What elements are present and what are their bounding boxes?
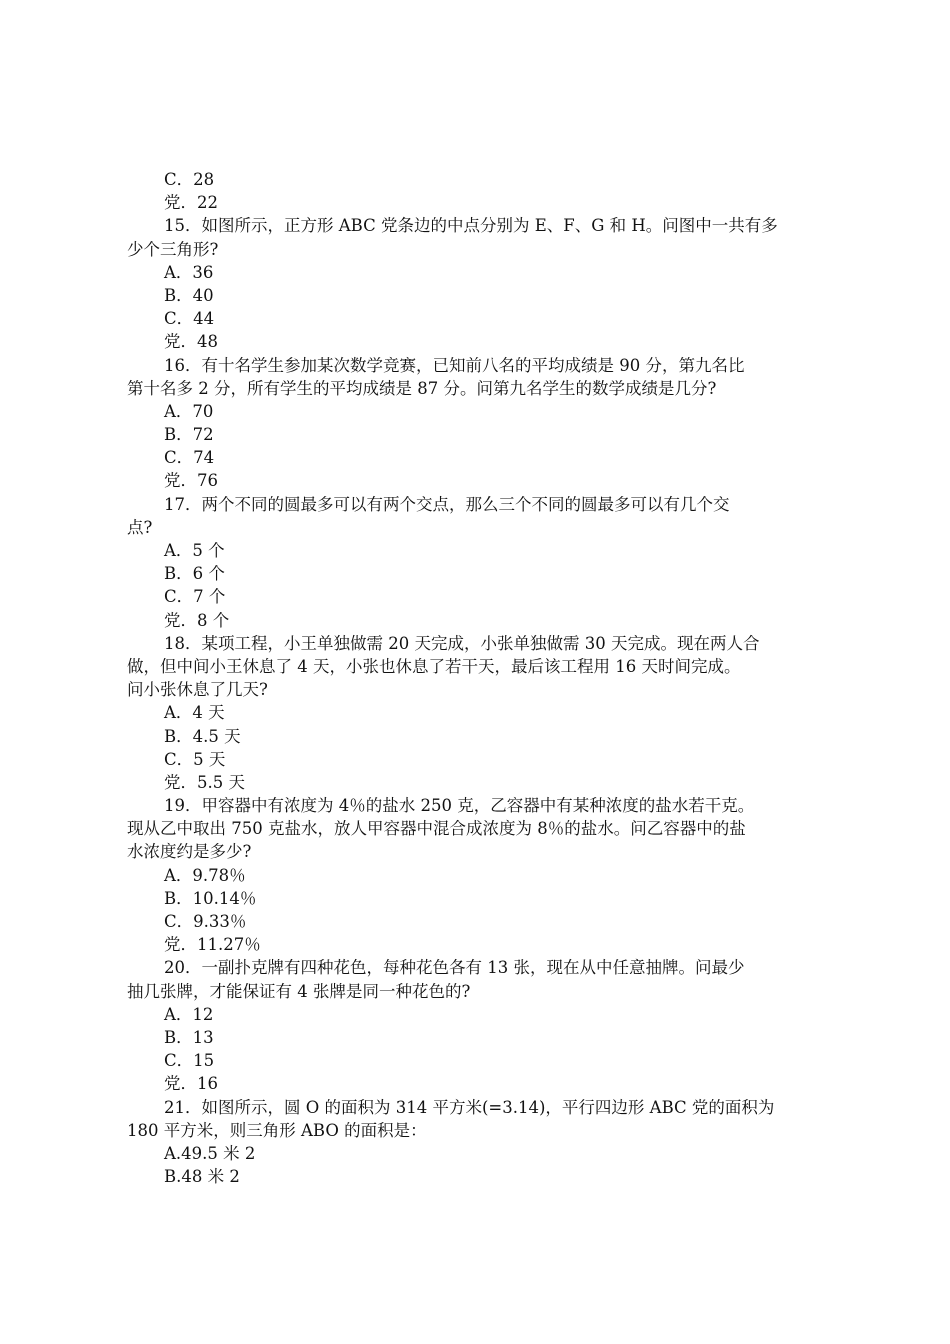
answer-option: B．13: [164, 1027, 214, 1047]
question-text: 15．如图所示，正方形 ABC 党条边的中点分别为 E、F、G 和 H。问图中一共有多: [164, 216, 778, 236]
answer-option: 党．11.27％: [164, 935, 261, 955]
answer-option: A.49.5 米 2: [164, 1143, 256, 1163]
answer-option: A．70: [164, 401, 214, 421]
answer-option: C．7 个: [164, 587, 226, 607]
answer-option: A．5 个: [164, 541, 225, 560]
answer-option: A．4 天: [164, 703, 225, 723]
question-text: 21．如图所示，圆 O 的面积为 314 平方米(=3.14)，平行四边形 ABC 党的面积为: [164, 1097, 775, 1117]
answer-option: C．5 天: [164, 749, 226, 769]
answer-option: B．10.14％: [164, 888, 257, 908]
question-text-continued: 做，但中间小王休息了 4 天，小张也休息了若干天，最后该工程用 16 天时间完成。: [127, 656, 741, 676]
question-text: 19．甲容器中有浓度为 4％的盐水 250 克，乙容器中有某种浓度的盐水若干克。: [164, 796, 755, 816]
answer-option: 党．16: [164, 1074, 218, 1094]
question-text: 16．有十名学生参加某次数学竞赛，已知前八名的平均成绩是 90 分，第九名比: [164, 355, 745, 375]
question-text-continued: 问小张休息了几天?: [127, 680, 268, 700]
answer-option: B．4.5 天: [164, 726, 241, 746]
answer-option: B．40: [164, 285, 214, 305]
question-text-continued: 现从乙中取出 750 克盐水，放人甲容器中混合成浓度为 8％的盐水。问乙容器中的盐: [127, 819, 746, 839]
answer-option: C．9.33％: [164, 912, 247, 931]
question-text-continued: 水浓度约是多少?: [127, 842, 252, 862]
answer-option: C．74: [164, 448, 215, 468]
answer-option: B.48 米 2: [164, 1167, 240, 1187]
question-text-continued: 180 平方米，则三角形 ABO 的面积是：: [127, 1120, 427, 1140]
answer-option: 党．8 个: [164, 610, 230, 630]
answer-option: 党．48: [164, 332, 218, 352]
answer-option: C．44: [164, 309, 215, 329]
answer-option: C．15: [164, 1051, 215, 1071]
answer-option: B．6 个: [164, 564, 225, 584]
question-text: 17．两个不同的圆最多可以有两个交点，那么三个不同的圆最多可以有几个交: [164, 494, 730, 514]
question-text-continued: 点?: [127, 517, 153, 537]
answer-option: B．72: [164, 425, 214, 445]
answer-option: A．36: [164, 262, 214, 282]
answer-option: 党．22: [164, 193, 218, 213]
document-body: [127, 168, 837, 1188]
answer-option: 党．76: [164, 471, 218, 491]
question-text-continued: 第十名多 2 分，所有学生的平均成绩是 87 分。问第九名学生的数学成绩是几分?: [127, 378, 717, 398]
question-text-continued: 少个三角形?: [127, 239, 219, 259]
question-text: 20．一副扑克牌有四种花色，每种花色各有 13 张，现在从中任意抽牌。问最少: [164, 958, 745, 978]
question-text-continued: 抽几张牌，才能保证有 4 张牌是同一种花色的?: [127, 981, 471, 1001]
answer-option: C．28: [164, 170, 215, 189]
question-text: 18．某项工程，小王单独做需 20 天完成，小张单独做需 30 天完成。现在两人合: [164, 633, 760, 653]
answer-option: 党．5.5 天: [164, 772, 245, 792]
answer-option: A．9.78％: [164, 865, 246, 885]
answer-option: A．12: [164, 1004, 214, 1024]
